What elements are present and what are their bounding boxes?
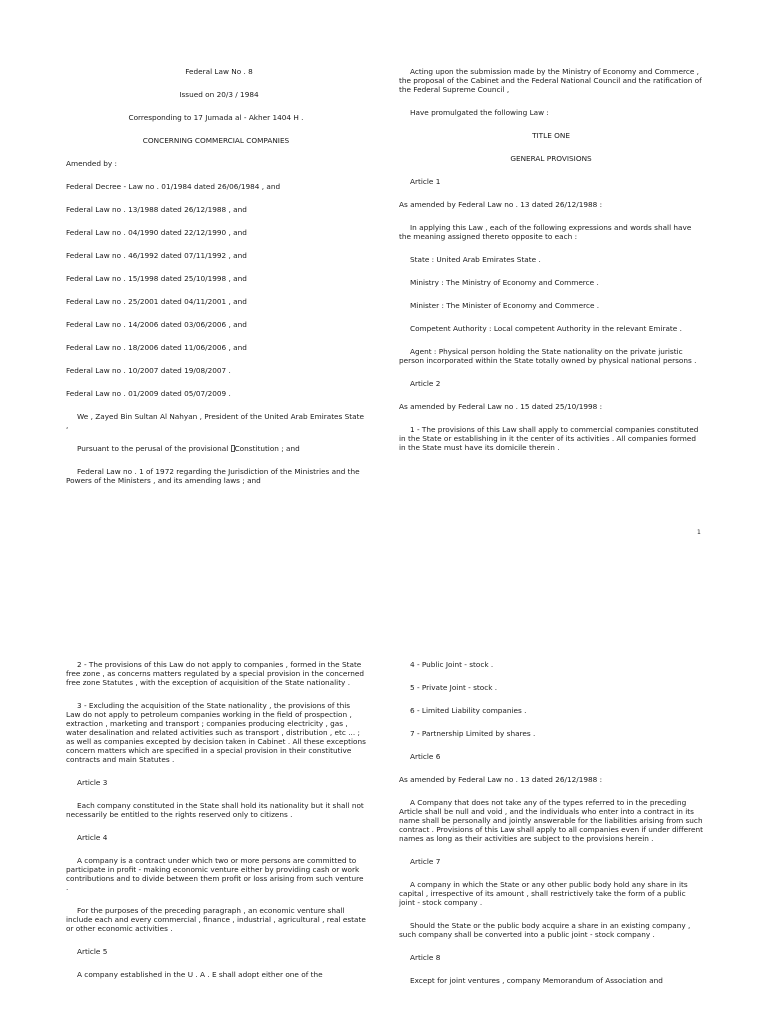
amendment-item: Federal Law no . 10/2007 dated 19/08/2007 . <box>66 366 231 375</box>
article-7-paragraph-2: Should the State or the public body acquire a share in an existing company , such company shall be converted into a public joint - stock company . <box>399 921 691 939</box>
article-5-text: A company established in the U . A . E shall adopt either one of the <box>77 970 323 979</box>
article-7-paragraph-1: A company in which the State or any other public body hold any share in its capital , irrespective of its amount , shall restrictively take the form of a public joint - stock company . <box>399 880 688 907</box>
article-4-paragraph-1: A company is a contract under which two or more persons are committed to participate in profit - making economic venture either by providing cash or work contributions and to divide between them profit or loss arising from such venture . <box>66 856 364 892</box>
definition-minister: Minister : The Minister of Economy and Commerce . <box>410 301 600 310</box>
article-5-heading: Article 5 <box>77 947 108 956</box>
article-2-amended-note: As amended by Federal Law no . 15 dated 25/10/1998 : <box>399 402 603 411</box>
amendment-item: Federal Law no . 46/1992 dated 07/11/1992 , and <box>66 251 247 260</box>
page2-right-column <box>399 660 703 985</box>
company-type-item: 6 - Limited Liability companies . <box>410 706 527 715</box>
article-6-text: A Company that does not take any of the types referred to in the preceding Article shall be null and void , and the individuals who enter into a contract in its name shall be personally and jointly answerable for the liabilities arising from such contract . Provisions of this Law shall apply to all companies even if under different names as long as their activities are subject to the provisions herein . <box>399 798 703 843</box>
definition-state: State : United Arab Emirates State . <box>410 255 541 264</box>
article-2-clause-3: 3 - Excluding the acquisition of the State nationality , the provisions of this Law do not apply to petroleum companies working in the field of prospection , extraction , marketing and transport ; companies producing electricity , gas , water desalination and related activities such as transport , distribution , etc ... ; as well as companies excepted by decision taken in Cabinet . All these exceptions concern matters which are specified in a special provision in their constitutive contracts and main Statutes . <box>66 701 366 764</box>
law-title: Federal Law No . 8 <box>185 67 253 76</box>
page-separator <box>0 545 768 645</box>
article-3-text: Each company constituted in the State shall hold its nationality but it shall not necessarily be entitled to the rights reserved only to citizens . <box>66 801 364 819</box>
amendment-item: Federal Law no . 18/2006 dated 11/06/2006 , and <box>66 343 247 352</box>
amendment-item: Federal Law no . 25/2001 dated 04/11/2001 , and <box>66 297 247 306</box>
article-8-heading: Article 8 <box>410 953 441 962</box>
page-number: 1 <box>697 529 701 536</box>
company-type-item: 4 - Public Joint - stock . <box>410 660 494 669</box>
article-3-heading: Article 3 <box>77 778 108 787</box>
amendment-item: Federal Law no . 04/1990 dated 22/12/1990 , and <box>66 228 247 237</box>
definition-ministry: Ministry : The Ministry of Economy and Commerce . <box>410 278 599 287</box>
acting-upon-paragraph: Acting upon the submission made by the Ministry of Economy and Commerce , the proposal of the Cabinet and the Federal National Council and the ratification of the Federal Supreme Council , <box>399 67 702 94</box>
amendment-item: Federal Law no . 14/2006 dated 03/06/2006 , and <box>66 320 247 329</box>
title-one-heading: TITLE ONE <box>532 131 570 140</box>
issued-date: Issued on 20/3 / 1984 <box>179 90 259 99</box>
article-4-heading: Article 4 <box>77 833 108 842</box>
article-6-heading: Article 6 <box>410 752 441 761</box>
amendment-item: Federal Law no . 13/1988 dated 26/12/1988 , and <box>66 205 247 214</box>
document-page-2 <box>0 645 768 1024</box>
page2-left-column <box>66 660 366 979</box>
company-type-item: 5 - Private Joint - stock . <box>410 683 498 692</box>
article-4-paragraph-2: For the purposes of the preceding paragraph , an economic venture shall include each and every commercial , finance , industrial , agricultural , real estate or other economic activities . <box>66 906 366 933</box>
company-type-item: 7 - Partnership Limited by shares . <box>410 729 536 738</box>
article-1-heading: Article 1 <box>410 177 441 186</box>
corresponding-date: Corresponding to 17 Jumada al - Akher 1404 H . <box>128 113 304 122</box>
article-1-intro: In applying this Law , each of the following expressions and words shall have the meaning assigned thereto opposite to each : <box>399 223 692 241</box>
definition-competent-authority: Competent Authority : Local competent Authority in the relevant Emirate . <box>410 324 682 333</box>
article-6-amended-note: As amended by Federal Law no . 13 dated 26/12/1988 : <box>399 775 603 784</box>
article-8-text: Except for joint ventures , company Memorandum of Association and <box>410 976 663 985</box>
amendments-list <box>66 182 366 398</box>
amendment-item: Federal Law no . 01/2009 dated 05/07/2009 . <box>66 389 231 398</box>
article-2-clause-2: 2 - The provisions of this Law do not apply to companies , formed in the State free zone , as concerns matters regulated by a special provision in the concerned free zone Statutes , with the exception of acquisition of the State nationality . <box>66 660 365 687</box>
amendment-item: Federal Decree - Law no . 01/1984 dated 26/06/1984 , and <box>66 182 281 191</box>
law-subject: CONCERNING COMMERCIAL COMPANIES <box>142 136 290 145</box>
preamble-federal-law: Federal Law no . 1 of 1972 regarding the Jurisdiction of the Ministries and the Powers of the Ministers , and its amending laws ; and <box>66 467 360 485</box>
general-provisions-heading: GENERAL PROVISIONS <box>510 154 592 163</box>
amendment-item: Federal Law no . 15/1998 dated 25/10/1998 , and <box>66 274 247 283</box>
amended-by-label: Amended by : <box>66 159 118 168</box>
promulgated-line: Have promulgated the following Law : <box>410 108 549 117</box>
preamble-pursuant <box>66 444 366 453</box>
preamble-constitution-text: Constitution ; and <box>234 444 300 453</box>
definition-agent: Agent : Physical person holding the State nationality on the private juristic person incorporated within the State totally owned by physical national persons . <box>399 347 697 365</box>
page1-right-column <box>399 67 703 452</box>
article-2-heading: Article 2 <box>410 379 441 388</box>
article-7-heading: Article 7 <box>410 857 441 866</box>
preamble-pursuant-text: Pursuant to the perusal of the provisional <box>77 444 229 453</box>
article-1-amended-note: As amended by Federal Law no . 13 dated 26/12/1988 : <box>399 200 603 209</box>
preamble-president: We , Zayed Bin Sultan Al Nahyan , President of the United Arab Emirates State , <box>66 412 364 430</box>
article-2-clause-1: 1 - The provisions of this Law shall apply to commercial companies constituted in the State or establishing in it the center of its activities . All companies formed in the State must have its domicile therein . <box>399 425 699 452</box>
page1-left-column <box>66 67 366 485</box>
